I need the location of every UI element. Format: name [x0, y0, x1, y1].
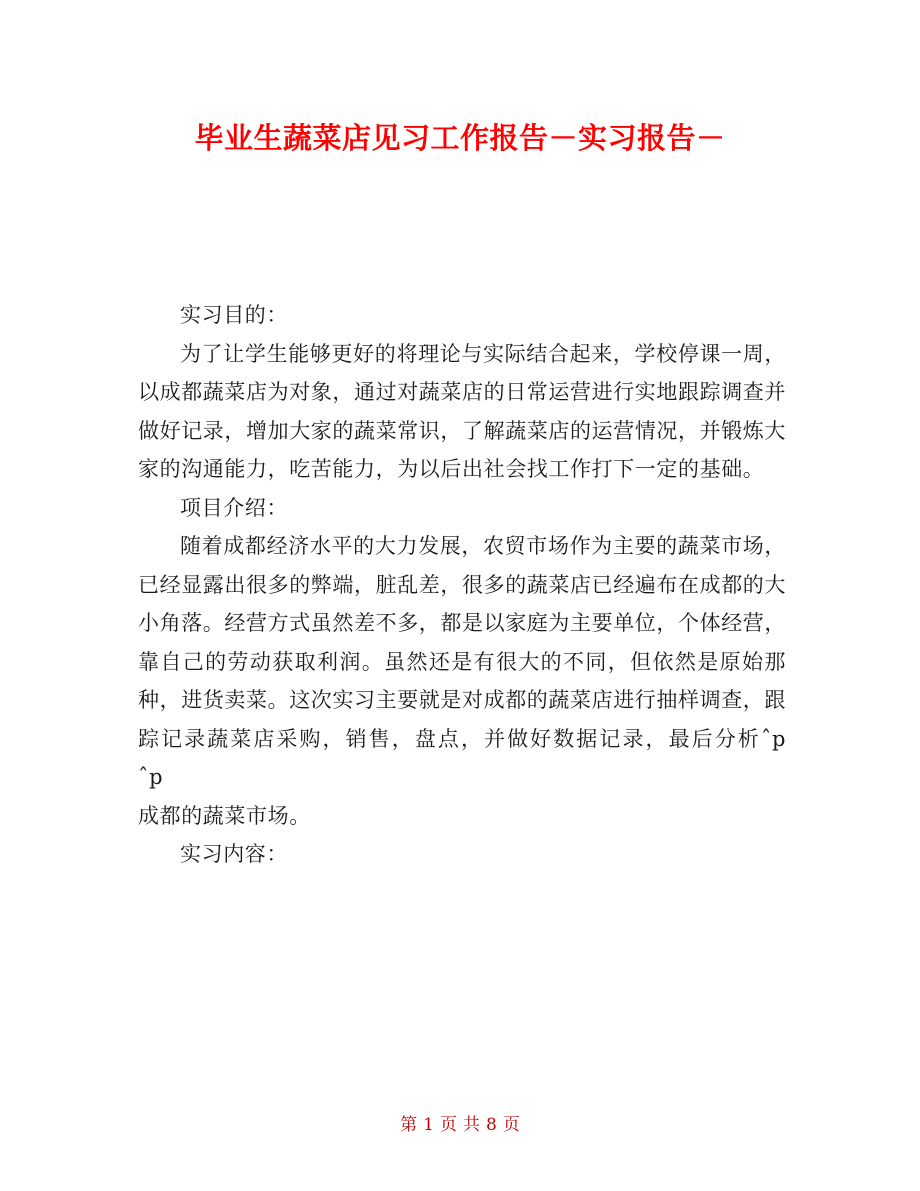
footer-page-total: 8	[486, 1115, 497, 1135]
document-title: 毕业生蔬菜店见习工作报告－实习报告－	[194, 121, 726, 155]
section-heading-content: 实习内容：	[180, 842, 288, 866]
footer-label-total-unit: 页	[502, 1115, 520, 1135]
paragraph-continuation: 成都的蔬菜市场。	[138, 803, 311, 828]
document-body	[138, 296, 830, 874]
paragraph-purpose: 为了让学生能够更好的将理论与实际结合起来，学校停课一周，以成都蔬菜店为对象，通过对蔬菜店的日常运营进行实地跟踪调查并做好记录，增加大家的蔬菜常识，了解蔬菜店的运营情况，并锻炼大家的沟通能力，吃苦能力，为以后出社会找工作打下一定的基础。	[138, 341, 786, 481]
section-heading-project: 项目介绍：	[180, 495, 288, 520]
footer-label-page-unit: 页	[440, 1115, 457, 1135]
footer-label-total: 共	[463, 1115, 480, 1135]
footer-label-page: 第	[400, 1115, 418, 1135]
section-heading-purpose: 实习目的：	[180, 303, 288, 327]
footer-page-current: 1	[423, 1115, 434, 1135]
page-footer	[0, 1112, 920, 1138]
paragraph-project: 随着成都经济水平的大力发展，农贸市场作为主要的蔬菜市场，已经显露出很多的弊端，脏乱差，很多的蔬菜店已经遍布在成都的大小角落。经营方式虽然差不多，都是以家庭为主要单位，个体经营，靠自己的劳动获取利润。虽然还是有很大的不同，但依然是原始那种，进货卖菜。这次实习主要就是对成都的蔬菜店进行抽样调查，跟踪记录蔬菜店采购，销售，盘点，并做好数据记录，最后分析ˆp ˆp	[138, 534, 830, 789]
